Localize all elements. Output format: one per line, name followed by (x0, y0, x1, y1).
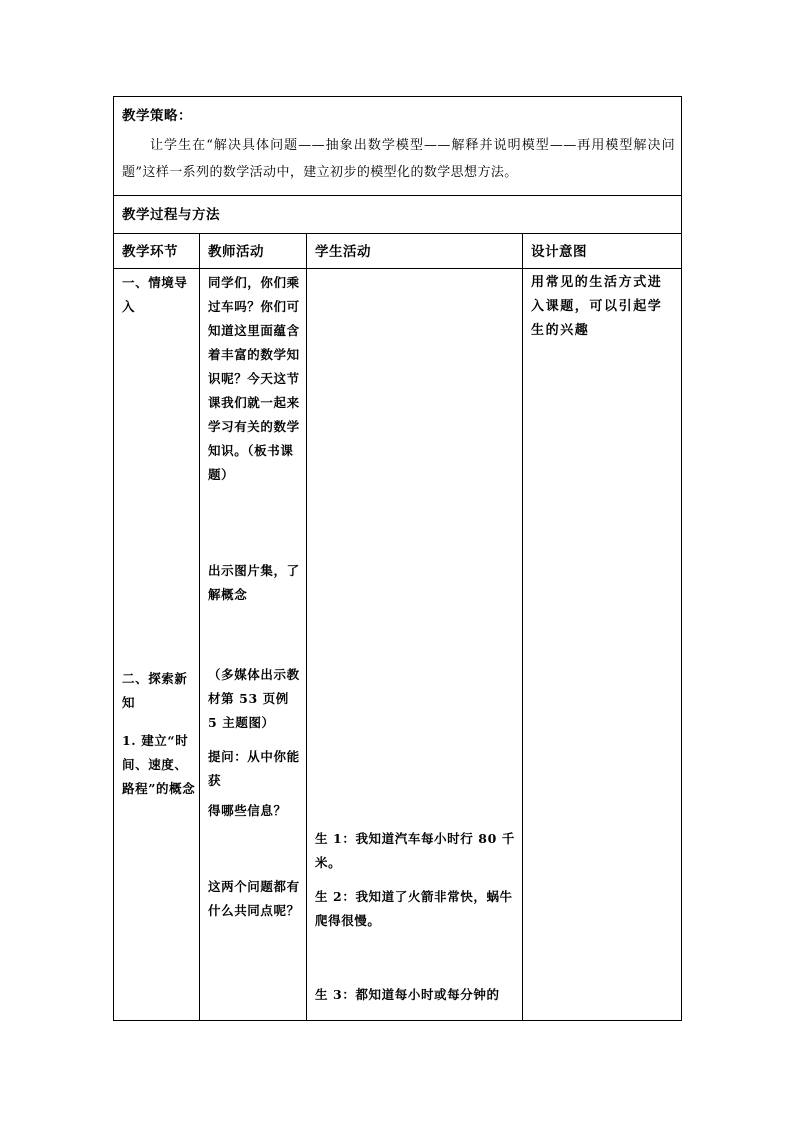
strategy-text: 让学生在“解决具体问题——抽象出数学模型——解释并说明模型——再用模型解决问题”这样一系列的数学活动中，建立初步的模型化的数学思想方法。 (122, 138, 675, 180)
stage-2-sub-label: 1. 建立“时间、速度、路程”的概念 (122, 733, 196, 796)
header-teacher: 教师活动 (200, 234, 307, 269)
student-response-3: 生 3：都知道每小时或每分钟的 (315, 987, 500, 1002)
student-response-2: 生 2：我知道了火箭非常快，蜗牛爬得很慢。 (315, 889, 513, 928)
intent-cell (523, 269, 682, 1021)
teacher-images-text: 出示图片集，了解概念 (208, 563, 300, 602)
strategy-row (114, 97, 682, 196)
intent-text: 用常见的生活方式进入课题，可以引起学生的兴趣 (531, 275, 663, 338)
header-stage: 教学环节 (114, 234, 200, 269)
process-title: 教学过程与方法 (122, 207, 220, 223)
teacher-question-text: 提问：从中你能获 (208, 749, 300, 788)
header-row (114, 234, 682, 269)
stage-cell (114, 269, 200, 1021)
stage-2-label: 二、探索新知 (122, 671, 188, 710)
strategy-cell (114, 97, 682, 196)
process-row (114, 196, 682, 234)
teacher-question-text-cont: 得哪些信息？ (208, 803, 287, 818)
teacher-cell (200, 269, 307, 1021)
body-row (114, 269, 682, 1021)
student-cell (307, 269, 523, 1021)
header-intent: 设计意图 (523, 234, 682, 269)
header-student: 学生活动 (307, 234, 523, 269)
teacher-intro-text: 同学们，你们乘过车吗？你们可知道这里面蕴含着丰富的数学知识呢？今天这节课我们就一起来学习有关的数学知识。（板书课题） (208, 275, 300, 482)
process-cell (114, 196, 682, 234)
student-response-1: 生 1：我知道汽车每小时行 80 千米。 (315, 831, 515, 870)
teacher-common-text: 这两个问题都有什么共同点呢？ (208, 879, 300, 918)
teacher-media-text: （多媒体出示教材第 53 页例 5 主题图） (208, 667, 300, 730)
stage-1-label: 一、情境导入 (122, 275, 188, 314)
lesson-plan-table (113, 96, 682, 1021)
strategy-title: 教学策略： (122, 108, 192, 124)
